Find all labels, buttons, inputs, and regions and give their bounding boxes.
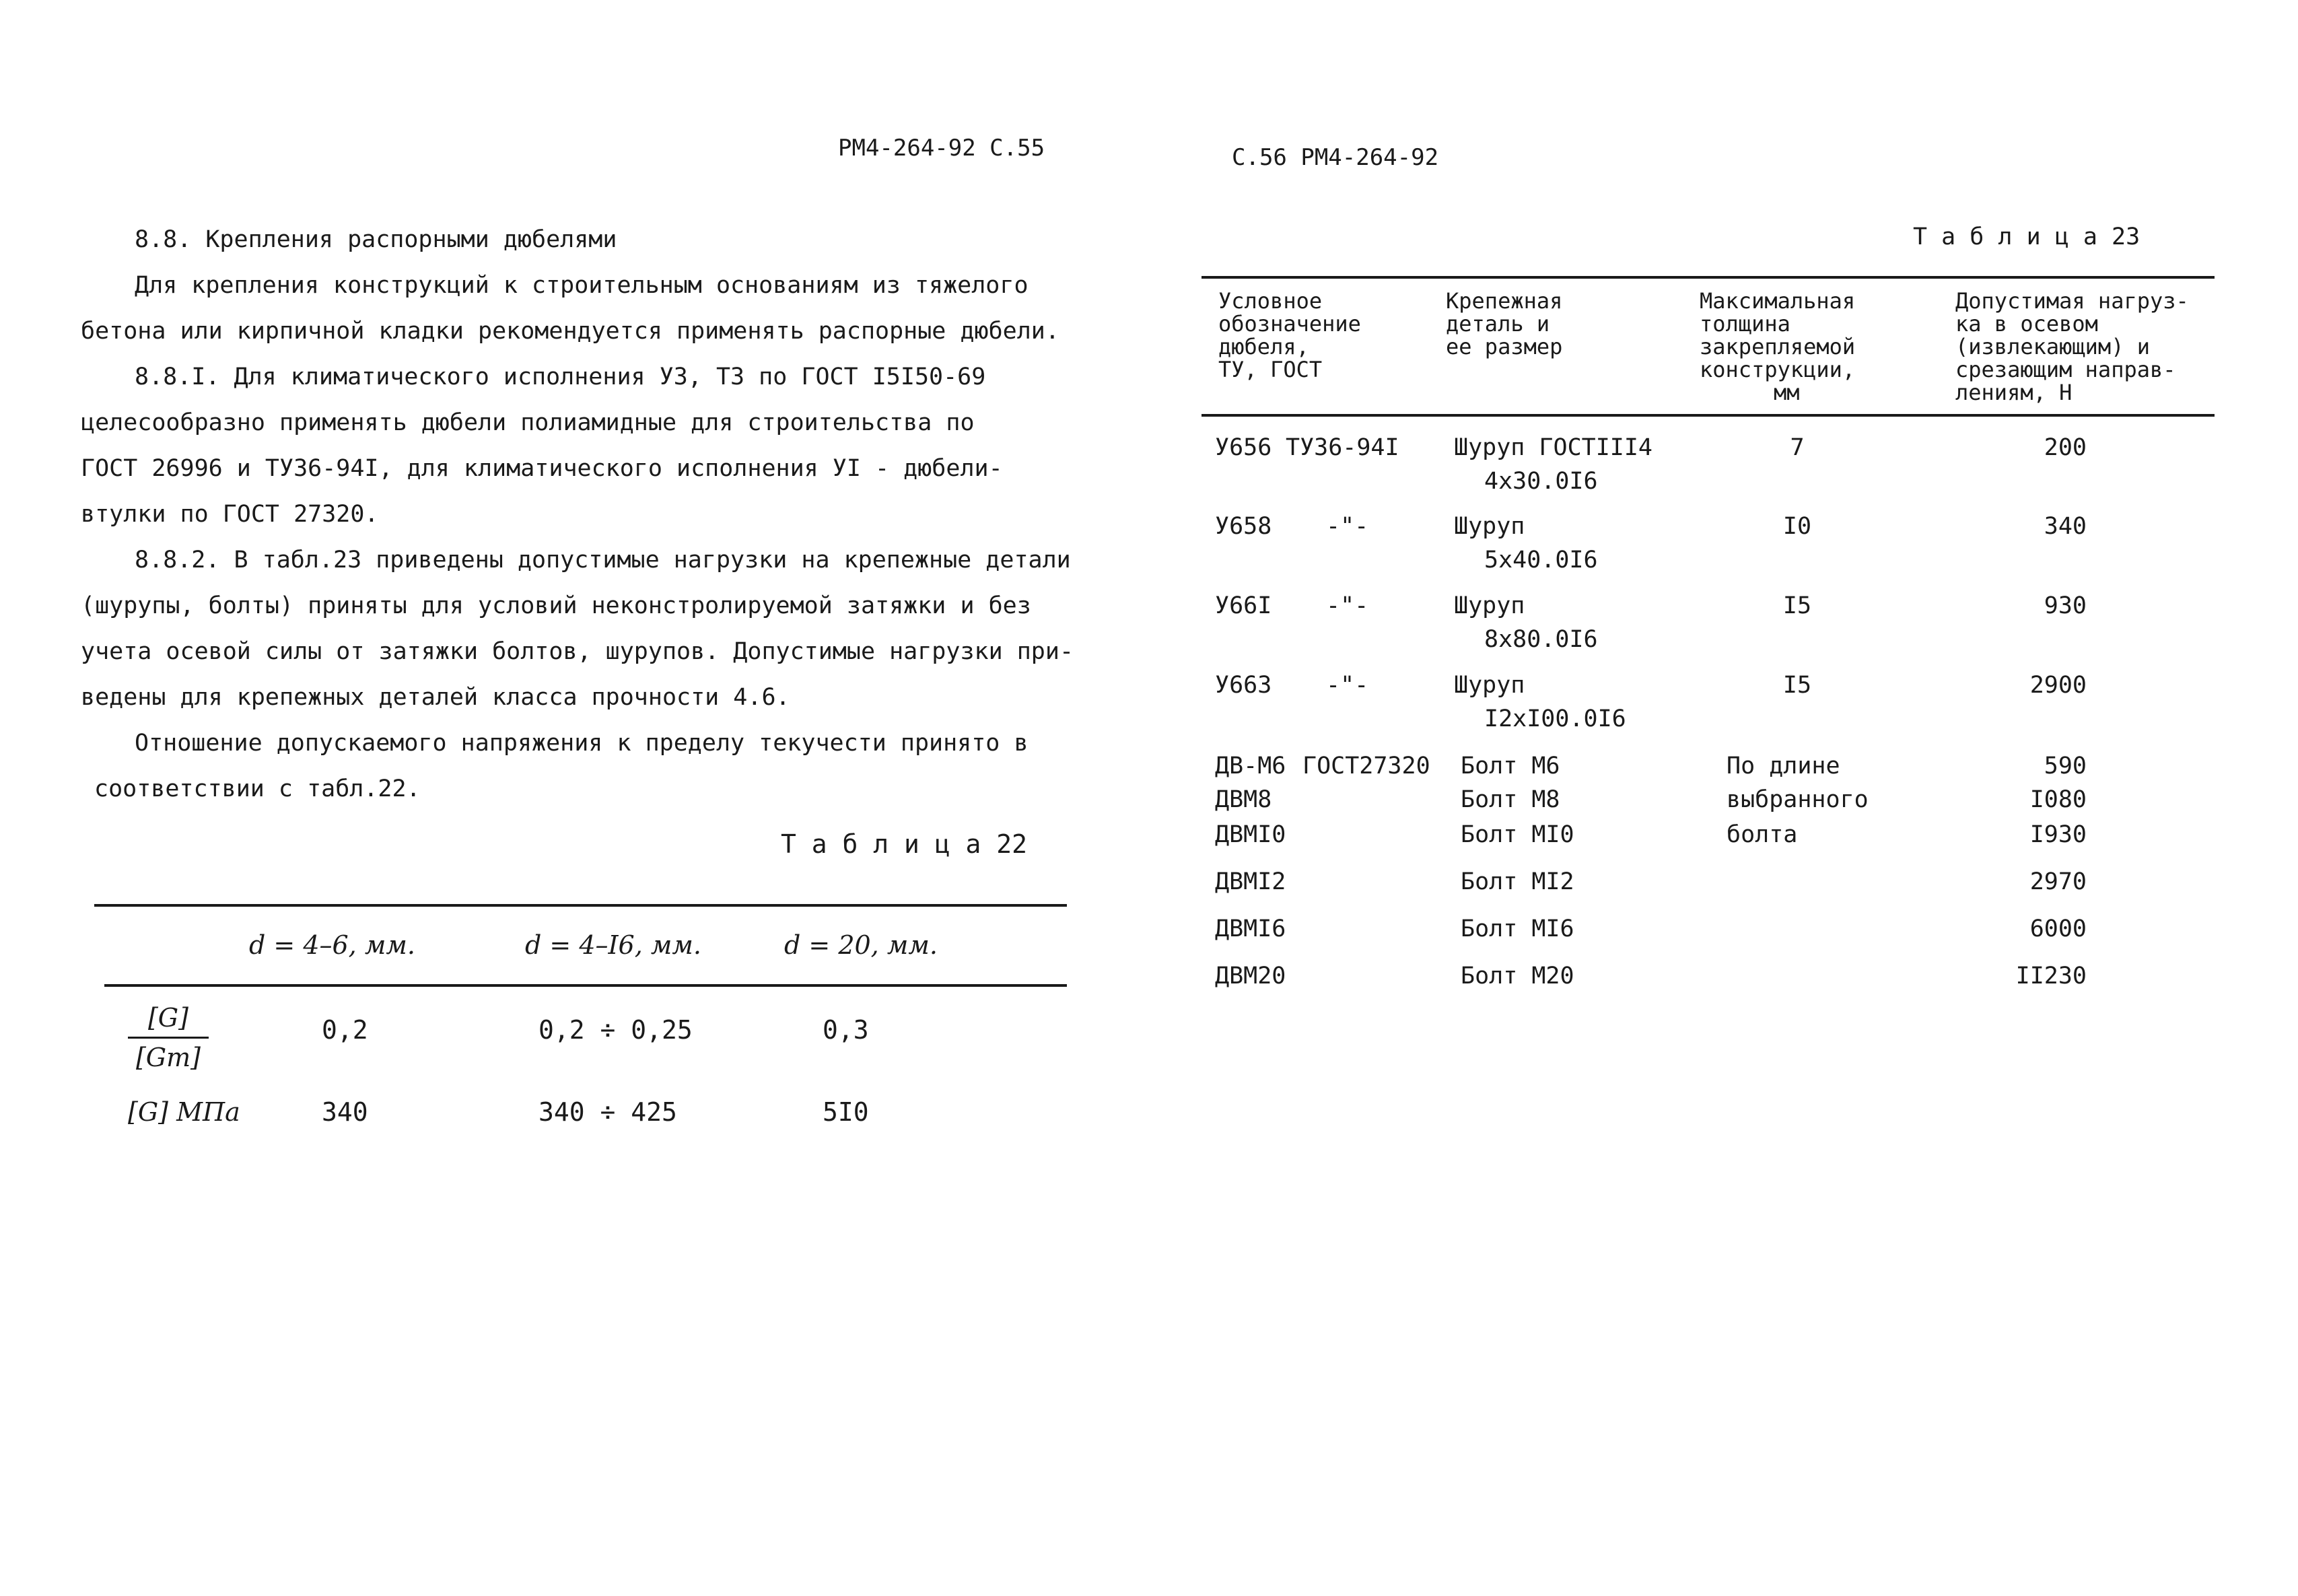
row-load: 6000 [2029, 915, 2087, 942]
header-line: конструкции, [1700, 357, 1856, 382]
stress-ratio-label [128, 1003, 209, 1072]
row-code: ДВМI2 [1215, 868, 1286, 895]
header-line: дюбеля, [1218, 334, 1309, 359]
table23-header-rule [1202, 414, 2215, 417]
text-line: Для крепления конструкций к строительным основаниям из тяжелого [135, 272, 1029, 299]
header-line: мм [1774, 380, 1800, 405]
text-line: 8.8.I. Для климатического исполнения УЗ, ТЗ по ГОСТ I5I50-69 [135, 363, 986, 390]
row-thickness: I5 [1782, 592, 1812, 619]
text-line: соответствии с табл.22. [94, 775, 421, 802]
row-part: Болт М6 [1461, 753, 1560, 779]
row-load: 2900 [2029, 672, 2087, 699]
text-line: Отношение допускаемого напряжения к пределу текучести принято в [135, 730, 1029, 757]
row-part-size: 4х30.0I6 [1484, 468, 1598, 495]
stress-mpa-label: [G] МПа [128, 1097, 240, 1127]
row-thickness: болта [1727, 821, 1798, 848]
row-standard: ТУ36-94I [1286, 434, 1399, 461]
table22-cell: 0,2 [322, 1015, 368, 1045]
table22-cell: 0,2 ÷ 0,25 [538, 1015, 693, 1045]
row-standard: ГОСТ27320 [1302, 753, 1430, 779]
row-standard: -"- [1326, 513, 1369, 540]
row-part: Шуруп ГОСТIII4 [1454, 434, 1653, 461]
header-line: (извлекающим) и [1955, 334, 2150, 359]
text-line: бетона или кирпичной кладки рекомендуется применять распорные дюбели. [81, 318, 1059, 345]
table22-caption: Т а б л и ц а 22 [781, 829, 1028, 859]
table22-cell: 340 ÷ 425 [538, 1097, 677, 1127]
header-line: лениям, Н [1955, 380, 2073, 405]
table23-header-load [1955, 289, 2189, 404]
row-load: 340 [2044, 513, 2087, 540]
row-part-size: 5х40.0I6 [1484, 547, 1598, 574]
header-line: срезающим направ- [1955, 357, 2176, 382]
text-line: ГОСТ 26996 и ТУ36-94I, для климатического исполнения УI - дюбели- [81, 455, 1003, 482]
row-load: 2970 [2029, 868, 2087, 895]
row-load: I930 [2029, 821, 2087, 848]
text-line: (шурупы, болты) приняты для условий неконстролируемой затяжки и без [81, 592, 1031, 619]
row-load: 930 [2044, 592, 2087, 619]
row-part-size: I2хI00.0I6 [1484, 705, 1626, 732]
table23-header-fastener [1446, 289, 1562, 358]
row-part: Болт М8 [1461, 786, 1560, 813]
row-thickness: 7 [1790, 434, 1805, 461]
text-line: учета осевой силы от затяжки болтов, шурупов. Допустимые нагрузки при- [81, 638, 1074, 665]
header-line: Крепежная [1446, 288, 1563, 314]
section-heading: 8.8. Крепления распорными дюбелями [135, 226, 617, 253]
table22-header-col3: d = 20, мм. [784, 930, 938, 960]
row-part: Шуруп [1454, 672, 1525, 699]
header-line: деталь и [1446, 311, 1550, 337]
row-code: У66I [1215, 592, 1272, 619]
table23-header-thickness [1700, 289, 1855, 404]
row-part: Шуруп [1454, 592, 1525, 619]
row-part: Болт МI0 [1461, 821, 1574, 848]
row-part: Болт МI6 [1461, 915, 1574, 942]
row-part: Болт М20 [1461, 963, 1574, 990]
row-thickness: I0 [1782, 513, 1812, 540]
table22-header-rule [104, 984, 1067, 987]
row-thickness: выбранного [1727, 786, 1869, 813]
row-standard: -"- [1326, 592, 1369, 619]
row-load: 200 [2044, 434, 2087, 461]
header-line: обозначение [1218, 311, 1361, 337]
table23-caption: Т а б л и ц а 23 [1913, 223, 2140, 250]
row-code: ДВ-М6 [1215, 753, 1286, 779]
header-line: ка в осевом [1955, 311, 2098, 337]
row-code: ДВМI0 [1215, 821, 1286, 848]
table22-cell: 0,3 [823, 1015, 869, 1045]
left-page-header: РМ4-264-92 С.55 [838, 135, 1045, 162]
row-thickness: I5 [1782, 672, 1812, 699]
text-line: 8.8.2. В табл.23 приведены допустимые нагрузки на крепежные детали [135, 547, 1071, 574]
table22-header-col2: d = 4–I6, мм. [525, 930, 701, 960]
header-line: ее размер [1446, 334, 1563, 359]
row-load: 590 [2044, 753, 2087, 779]
table22-cell: 340 [322, 1097, 368, 1127]
row-code: ДВМ20 [1215, 963, 1286, 990]
table22-top-rule [94, 904, 1067, 907]
row-standard: -"- [1326, 672, 1369, 699]
row-code: У663 [1215, 672, 1272, 699]
row-load: I080 [2029, 786, 2087, 813]
row-code: У658 [1215, 513, 1272, 540]
row-part: Шуруп [1454, 513, 1525, 540]
fraction-bar [128, 1037, 209, 1039]
header-line: закрепляемой [1700, 334, 1856, 359]
right-page-header: С.56 РМ4-264-92 [1232, 144, 1439, 171]
header-line: толщина [1700, 311, 1790, 337]
row-thickness: По длине [1727, 753, 1840, 779]
row-code: ДВМ8 [1215, 786, 1272, 813]
ratio-denominator: [Gт] [135, 1043, 201, 1072]
text-line: ведены для крепежных деталей класса прочности 4.6. [81, 684, 790, 711]
row-part-size: 8х80.0I6 [1484, 626, 1598, 653]
row-part: Болт МI2 [1461, 868, 1574, 895]
row-code: ДВМI6 [1215, 915, 1286, 942]
row-code: У656 [1215, 434, 1272, 461]
header-line: Максимальная [1700, 288, 1856, 314]
table22-cell: 5I0 [823, 1097, 869, 1127]
header-line: ТУ, ГОСТ [1218, 357, 1323, 382]
text-line: втулки по ГОСТ 27320. [81, 501, 379, 528]
table22-header-col1: d = 4–6, мм. [249, 930, 415, 960]
table23-header-designation [1218, 289, 1361, 381]
table23-top-rule [1202, 276, 2215, 279]
ratio-numerator: [G] [147, 1003, 188, 1033]
text-line: целесообразно применять дюбели полиамидные для строительства по [81, 409, 975, 436]
row-load: II230 [2015, 963, 2087, 990]
header-line: Условное [1218, 288, 1323, 314]
body-text [81, 263, 1090, 814]
header-line: Допустимая нагруз- [1955, 288, 2189, 314]
